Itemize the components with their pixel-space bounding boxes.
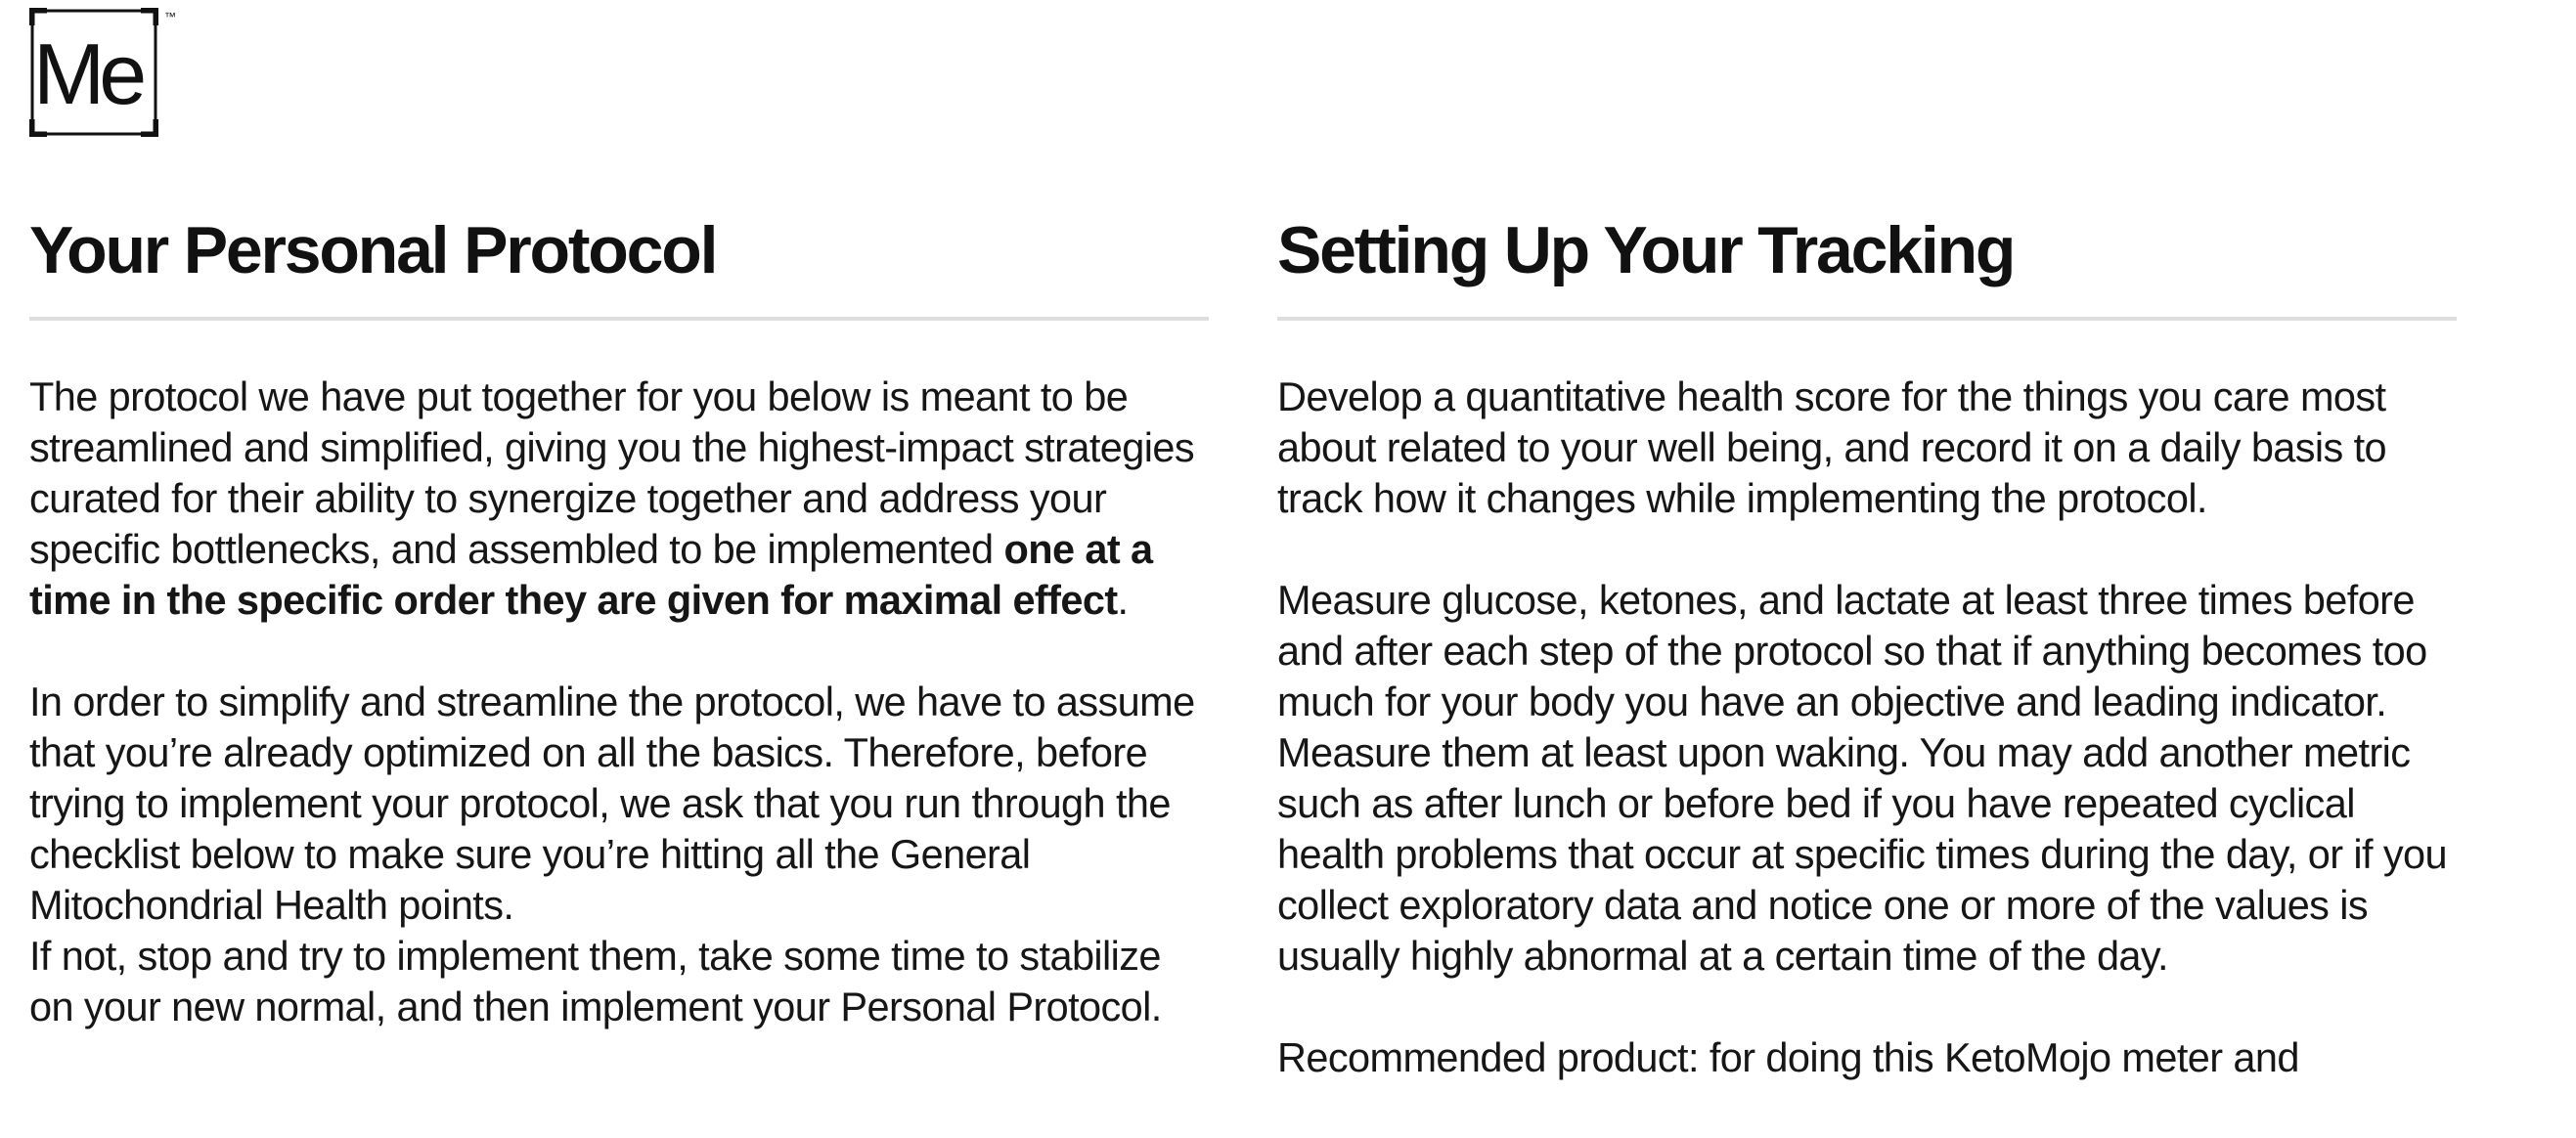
protocol-intro-paragraph (29, 372, 1209, 626)
protocol-intro-end: . (1117, 577, 1129, 623)
tracking-score-paragraph: Develop a quantitative health score for the things you care most about related to your well being, and record it on a daily basis to track how it changes while implementing the protocol. (1277, 373, 2387, 521)
trademark-mark: ™ (164, 10, 176, 23)
protocol-stabilize-paragraph: If not, stop and try to implement them, take some time to stabilize on your new normal, and then implement your Personal Protocol. (29, 933, 1162, 1029)
protocol-intro-text: The protocol we have put together for you below is meant to be streamlined and simplified, giving you the highest-impact strategies curated for their ability to synergize together and address your specific bottlenecks, and assembled to be implemented (29, 373, 1194, 572)
logo-wordmark: Me (33, 25, 142, 122)
section-title-personal-protocol: Your Personal Protocol (29, 209, 1209, 321)
protocol-emphasis-text: one at a time in the specific order they are given for maximal effect (29, 526, 1153, 623)
tracking-measure-paragraph: Measure glucose, ketones, and lactate at least three times before and after each step of the protocol so that if anything becomes too much for your body you have an objective and leading indicator. Measure them at least upon waking. You may add another metric such as after lunch or before bed if you have repeated cyclical health problems that occur at specific times during the day, or if you collect exploratory data and notice one or more of the values is usually highly abnormal at a certain time of the day. (1277, 577, 2447, 979)
tracking-body (1277, 372, 2457, 1083)
brand-logo (29, 8, 158, 137)
protocol-basics-paragraph: In order to simplify and streamline the protocol, we have to assume that you’re already optimized on all the basics. Therefore, before trying to implement your protocol, we ask that you run through the checklist below to make sure you’re hitting all the General Mitochondrial Health points. (29, 678, 1195, 928)
personal-protocol-section (29, 209, 1209, 1083)
section-title-tracking: Setting Up Your Tracking (1277, 209, 2457, 321)
tracking-section (1277, 209, 2457, 1134)
tracking-product-paragraph: Recommended product: for doing this KetoMojo meter and (1277, 1034, 2299, 1080)
personal-protocol-body (29, 372, 1209, 1032)
